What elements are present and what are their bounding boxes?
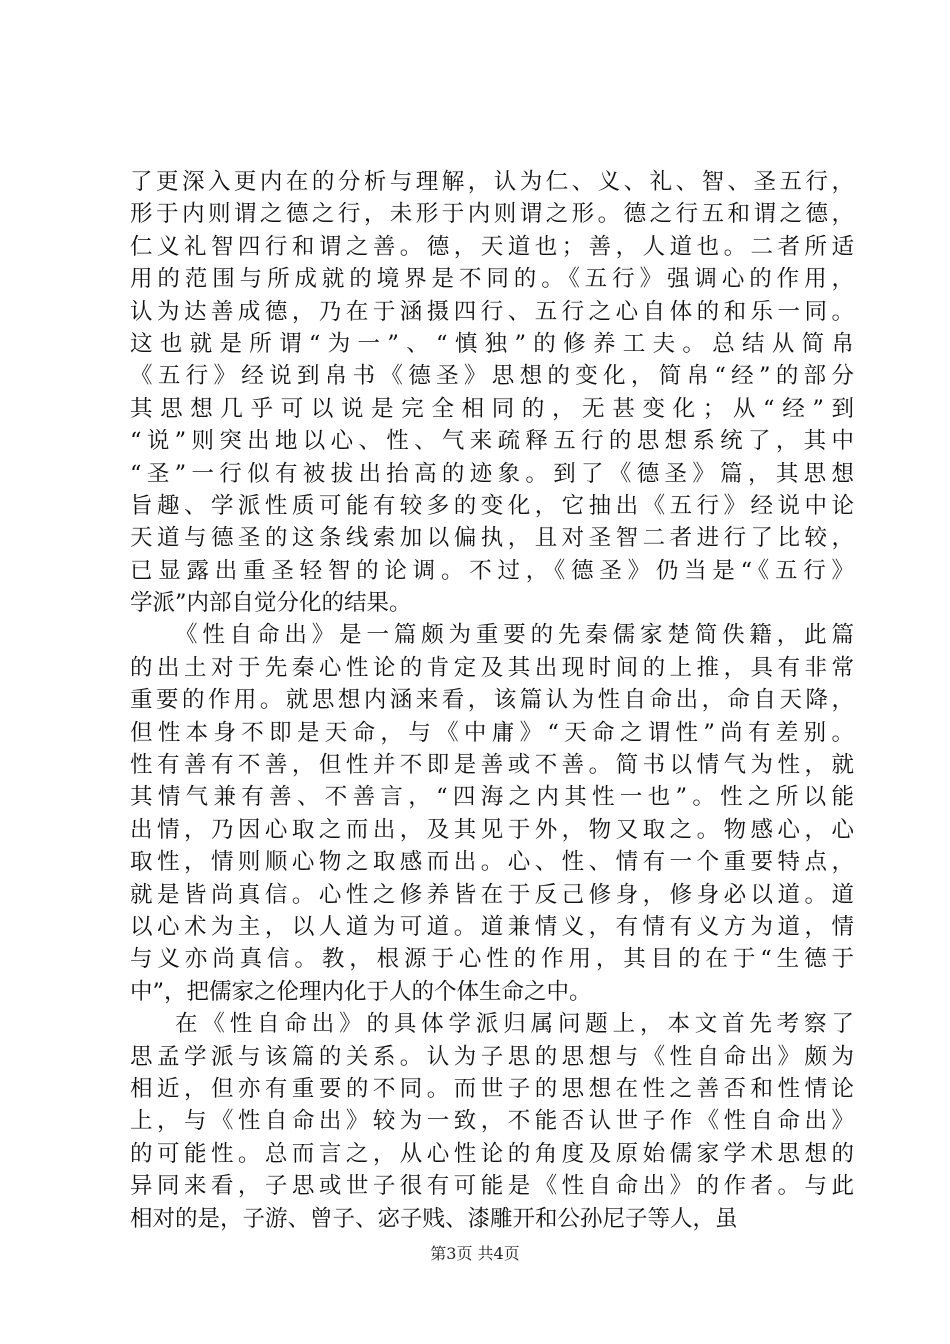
text-line: 已显露出重圣轻智的论调。不过，《德圣》仍当是“《五行》 xyxy=(130,557,854,584)
text-line: 异同来看，子思或世子很有可能是《性自命出》的作者。与此 xyxy=(130,1173,854,1200)
text-line: 其情气兼有善、不善言，“四海之内其性一也”。性之所以能 xyxy=(130,784,854,811)
text-line: 取性，情则顺心物之取感而出。心、性、情有一个重要特点， xyxy=(130,849,854,876)
text-line: 认为达善成德，乃在于涵摄四行、五行之心自体的和乐一同。 xyxy=(130,298,854,325)
text-line: 相近，但亦有重要的不同。而世子的思想在性之善否和性情论 xyxy=(130,1075,854,1102)
text-line: 的可能性。总而言之，从心性论的角度及原始儒家学术思想的 xyxy=(130,1140,854,1167)
text-line: 就是皆尚真信。心性之修养皆在于反己修身，修身必以道。道 xyxy=(130,881,854,908)
text-line: 仁义礼智四行和谓之善。德，天道也；善，人道也。二者所适 xyxy=(130,233,854,260)
text-line: 重要的作用。就思想内涵来看，该篇认为性自命出，命自天降， xyxy=(130,687,854,714)
text-line: 《五行》经说到帛书《德圣》思想的变化，简帛“经”的部分 xyxy=(130,363,854,390)
text-line: 了更深入更内在的分析与理解，认为仁、义、礼、智、圣五行， xyxy=(130,169,854,195)
document-body xyxy=(130,166,854,1235)
text-line: 出情，乃因心取之而出，及其见于外，物又取之。物感心，心 xyxy=(130,816,854,843)
paragraph xyxy=(130,619,854,1008)
text-line: 思孟学派与该篇的关系。认为子思的思想与《性自命出》颇为 xyxy=(130,1043,854,1070)
text-line: 但性本身不即是天命，与《中庸》“天命之谓性”尚有差别。 xyxy=(130,719,854,746)
text-line: 以心术为主，以人道为可道。道兼情义，有情有义方为道，情 xyxy=(130,913,854,940)
text-line: 学派”内部自觉分化的结果。 xyxy=(130,590,412,617)
text-line: 的出土对于先秦心性论的肯定及其出现时间的上推，具有非常 xyxy=(130,654,854,681)
paragraph xyxy=(130,166,854,619)
text-line: 相对的是，子游、曾子、宓子贱、漆雕开和公孙尼子等人，虽 xyxy=(130,1205,738,1232)
text-line: 旨趣、学派性质可能有较多的变化，它抽出《五行》经说中论 xyxy=(130,492,854,519)
page-number-label: 第3页 共4页 xyxy=(430,1244,520,1263)
text-line: 其思想几乎可以说是完全相同的，无甚变化；从“经”到 xyxy=(130,395,854,422)
text-line: 《性自命出》是一篇颇为重要的先秦儒家楚简佚籍，此篇 xyxy=(175,622,854,649)
text-line: 与义亦尚真信。教，根源于心性的作用，其目的在于“生德于 xyxy=(130,946,854,973)
text-line: 用的范围与所成就的境界是不同的。《五行》强调心的作用， xyxy=(130,266,854,293)
page-footer xyxy=(0,1244,950,1264)
text-line: “说”则突出地以心、性、气来疏释五行的思想系统了，其中 xyxy=(130,428,854,455)
text-line: 这也就是所谓“为一”、“慎独”的修养工夫。总结从简帛 xyxy=(130,330,854,357)
text-line: 天道与德圣的这条线索加以偏执，且对圣智二者进行了比较， xyxy=(130,525,854,552)
text-line: 形于内则谓之德之行，未形于内则谓之形。德之行五和谓之德， xyxy=(130,201,854,228)
text-line: “圣”一行似有被拔出抬高的迹象。到了《德圣》篇，其思想 xyxy=(130,460,854,487)
paragraph xyxy=(130,1008,854,1235)
text-line: 性有善有不善，但性并不即是善或不善。简书以情气为性，就 xyxy=(130,752,854,779)
text-line: 在《性自命出》的具体学派归属问题上，本文首先考察了 xyxy=(175,1011,854,1038)
text-line: 上，与《性自命出》较为一致，不能否认世子作《性自命出》 xyxy=(130,1108,854,1135)
text-line: 中”，把儒家之伦理内化于人的个体生命之中。 xyxy=(130,978,592,1005)
